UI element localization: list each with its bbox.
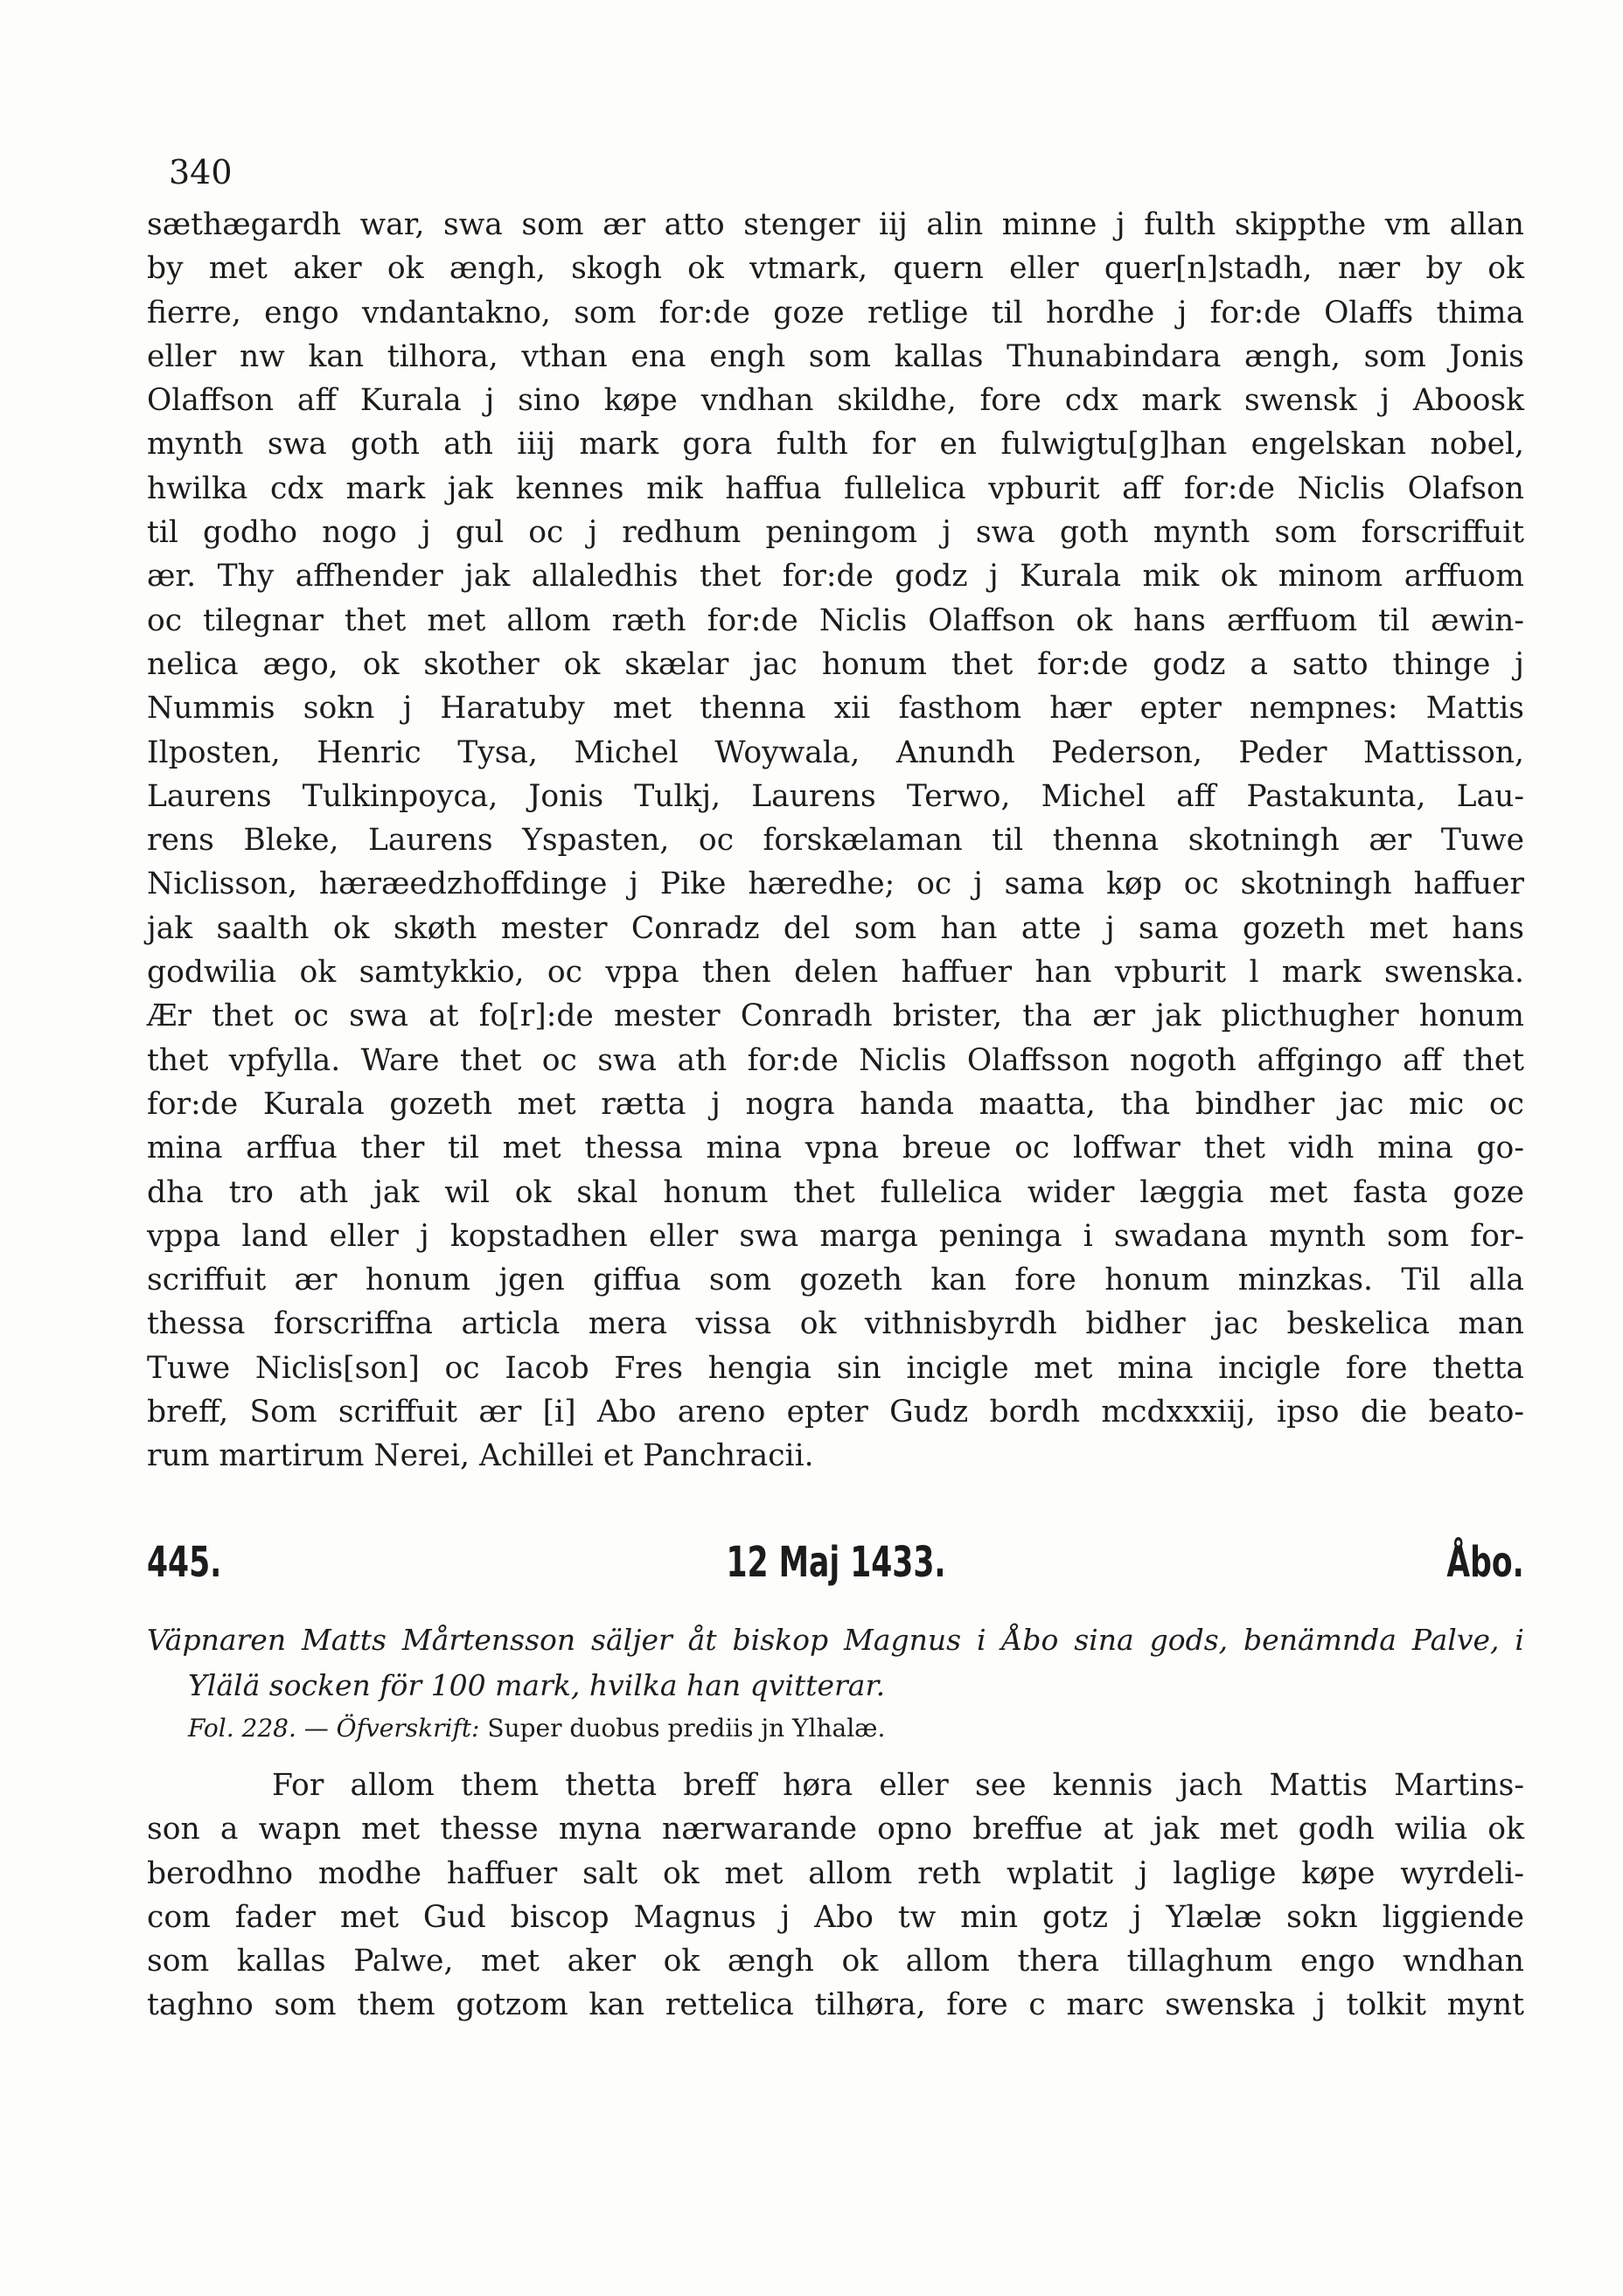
text-line: by met aker ok ængh, skogh ok vtmark, quern eller quer[n]stadh, nær by ok	[147, 251, 1524, 287]
document-header	[147, 1532, 1524, 1593]
folio-text: Super duobus prediis jn Ylhalæ.	[487, 1714, 886, 1743]
folio-reference: Fol. 228.	[188, 1714, 296, 1743]
text-line: fierre, engo vndantakno, som for:de goze retlige til hordhe j for:de Olaffs thima	[147, 295, 1524, 330]
text-line: godwilia ok samtykkio, oc vppa then delen haffuer han vpburit l mark swenska.	[147, 955, 1524, 991]
text-line: for:de Kurala gozeth met rætta j nogra handa maatta, tha bindher jac mic oc	[147, 1086, 1524, 1122]
text-line: thessa forscriffna articla mera vissa ok vithnisbyrdh bidher jac beskelica man	[147, 1306, 1524, 1342]
text-line: hwilka cdx mark jak kennes mik haffua fullelica vpburit aff for:de Niclis Olafson	[147, 470, 1524, 506]
page-number: 340	[169, 153, 233, 191]
document-summary	[147, 1618, 1524, 1708]
text-line: berodhno modhe haffuer salt ok met allom reth wplatit j laglige køpe wyrdeli-	[147, 1855, 1524, 1891]
document-text-block	[147, 1764, 1524, 2028]
text-line: Ær thet oc swa at fo[r]:de mester Conradh brister, tha ær jak plicthugher honum	[147, 998, 1524, 1034]
text-line: com fader met Gud biscop Magnus j Abo tw min gotz j Ylælæ sokn liggiende	[147, 1899, 1524, 1935]
continued-text-block	[147, 203, 1524, 1478]
summary-line: Väpnaren Matts Mårtensson säljer åt biskop Magnus i Åbo sina gods, benämnda Palve, i	[147, 1623, 1524, 1657]
foliation-note	[188, 1709, 885, 1748]
text-line: dha tro ath jak wil ok skal honum thet fullelica wider læggia met fasta goze	[147, 1174, 1524, 1210]
text-line: rens Bleke, Laurens Yspasten, oc forskælaman til thenna skotningh ær Tuwe	[147, 823, 1524, 859]
text-line: rum martirum Nerei, Achillei et Panchracii.	[147, 1438, 814, 1474]
text-line: Nummis sokn j Haratuby met thenna xii fasthom hær epter nempnes: Mattis	[147, 691, 1524, 727]
text-line: thet vpfylla. Ware thet oc swa ath for:de Niclis Olaffsson nogoth affgingo aff thet	[147, 1042, 1524, 1078]
folio-label: Öfverskrift:	[336, 1714, 480, 1743]
text-line: som kallas Palwe, met aker ok ængh ok allom thera tillaghum engo wndhan	[147, 1944, 1524, 1979]
summary-line: Ylälä socken för 100 mark, hvilka han qvitterar.	[188, 1668, 886, 1702]
text-line: til godho nogo j gul oc j redhum peningom j swa goth mynth som forscriffuit	[147, 515, 1524, 551]
text-line: Niclisson, hæræedzhoffdinge j Pike hæredhe; oc j sama køp oc skotningh haffuer	[147, 866, 1524, 902]
text-line: Tuwe Niclis[son] oc Iacob Fres hengia sin incigle met mina incigle fore thetta	[147, 1350, 1524, 1386]
text-line: son a wapn met thesse myna nærwarande opno breffue at jak met godh wilia ok	[147, 1812, 1524, 1847]
text-line: mynth swa goth ath iiij mark gora fulth for en fulwigtu[g]han engelskan nobel,	[147, 427, 1524, 463]
folio-dash: —	[303, 1714, 329, 1743]
document-number: 445.	[147, 1538, 222, 1587]
text-line: Laurens Tulkinpoyca, Jonis Tulkj, Laurens Terwo, Michel aff Pastakunta, Lau-	[147, 778, 1524, 814]
text-line: eller nw kan tilhora, vthan ena engh som kallas Thunabindara ængh, som Jonis	[147, 338, 1524, 374]
text-line: jak saalth ok skøth mester Conradz del som han atte j sama gozeth met hans	[147, 910, 1524, 946]
document-date: 12 Maj 1433.	[725, 1538, 946, 1587]
document-place: Åbo.	[1446, 1538, 1524, 1587]
text-line: For allom them thetta breff høra eller see kennis jach Mattis Martins-	[272, 1768, 1524, 1803]
text-line: scriffuit ær honum jgen giffua som gozeth kan fore honum minzkas. Til alla	[147, 1263, 1524, 1298]
text-line: Olaffson aff Kurala j sino køpe vndhan skildhe, fore cdx mark swensk j Aboosk	[147, 383, 1524, 419]
text-line: mina arffua ther til met thessa mina vpna breue oc loffwar thet vidh mina go-	[147, 1131, 1524, 1166]
text-line: vppa land eller j kopstadhen eller swa marga peninga i swadana mynth som for-	[147, 1218, 1524, 1254]
text-line: oc tilegnar thet met allom ræth for:de Niclis Olaffson ok hans ærffuom til æwin-	[147, 602, 1524, 638]
text-line: taghno som them gotzom kan rettelica tilhøra, fore c marc swenska j tolkit mynt	[147, 1987, 1524, 2023]
text-line: breff, Som scriffuit ær [i] Abo areno epter Gudz bordh mcdxxxiij, ipso die beato-	[147, 1395, 1524, 1430]
text-line: nelica ægo, ok skother ok skælar jac honum thet for:de godz a satto thinge j	[147, 646, 1524, 682]
text-line: sæthægardh war, swa som ær atto stenger iij alin minne j fulth skippthe vm allan	[147, 207, 1524, 242]
text-line: ær. Thy affhender jak allaledhis thet for:de godz j Kurala mik ok minom arffuom	[147, 559, 1524, 595]
text-line: Ilposten, Henric Tysa, Michel Woywala, Anundh Pederson, Peder Mattisson,	[147, 734, 1524, 770]
